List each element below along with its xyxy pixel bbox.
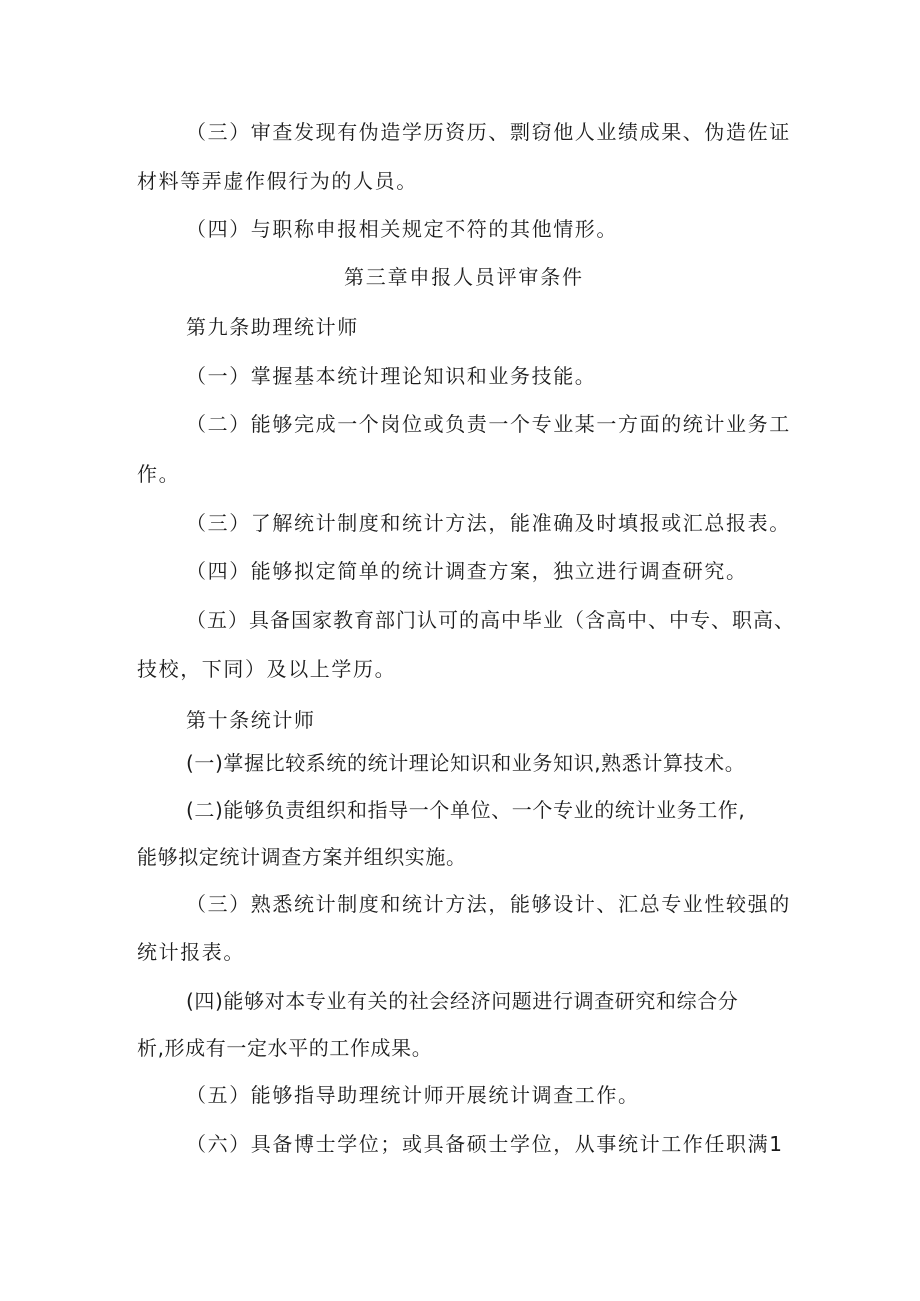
article-heading: 第九条助理统计师: [186, 315, 359, 339]
text-line: （一）掌握基本统计理论知识和业务技能。: [186, 364, 597, 388]
text-line: （五）能够指导助理统计师开展统计调查工作。: [186, 1083, 640, 1107]
text-line: （三）了解统计制度和统计方法，能准确及时填报或汇总报表。: [186, 511, 791, 535]
text-line: （三）审查发现有伪造学历资历、剽窃他人业绩成果、伪造佐证: [186, 120, 791, 144]
text-line: 材料等弄虚作假行为的人员。: [137, 169, 418, 193]
text-line: 作。: [137, 462, 181, 486]
text-line: （五）具备国家教育部门认可的高中毕业（含高中、中专、职高、: [186, 608, 795, 632]
text-line: 能够拟定统计调查方案并组织实施。: [137, 845, 467, 869]
text-line: 析,形成有一定水平的工作成果。: [137, 1036, 433, 1060]
text-line: 统计报表。: [137, 940, 245, 964]
text-line: （四）与职称申报相关规定不符的其他情形。: [186, 217, 618, 241]
text-line: 技校，下同）及以上学历。: [137, 657, 397, 681]
text-line: (四)能够对本专业有关的社会经济问题进行调查研究和综合分: [186, 989, 739, 1013]
text-line: （六）具备博士学位；或具备硕士学位，从事统计工作任职满1: [186, 1132, 784, 1156]
text-line: （四）能够拟定简单的统计调查方案，独立进行调查研究。: [186, 559, 748, 583]
text-line: (二)能够负责组织和指导一个单位、一个专业的统计业务工作,: [186, 798, 746, 822]
text-line: （三）熟悉统计制度和统计方法，能够设计、汇总专业性较强的: [186, 892, 791, 916]
chapter-heading: 第三章申报人员评审条件: [344, 265, 584, 289]
text-line: (一)掌握比较系统的统计理论知识和业务知识,熟悉计算技术。: [186, 751, 746, 775]
text-line: （二）能够完成一个岗位或负责一个专业某一方面的统计业务工: [186, 412, 791, 436]
article-heading: 第十条统计师: [186, 708, 316, 732]
